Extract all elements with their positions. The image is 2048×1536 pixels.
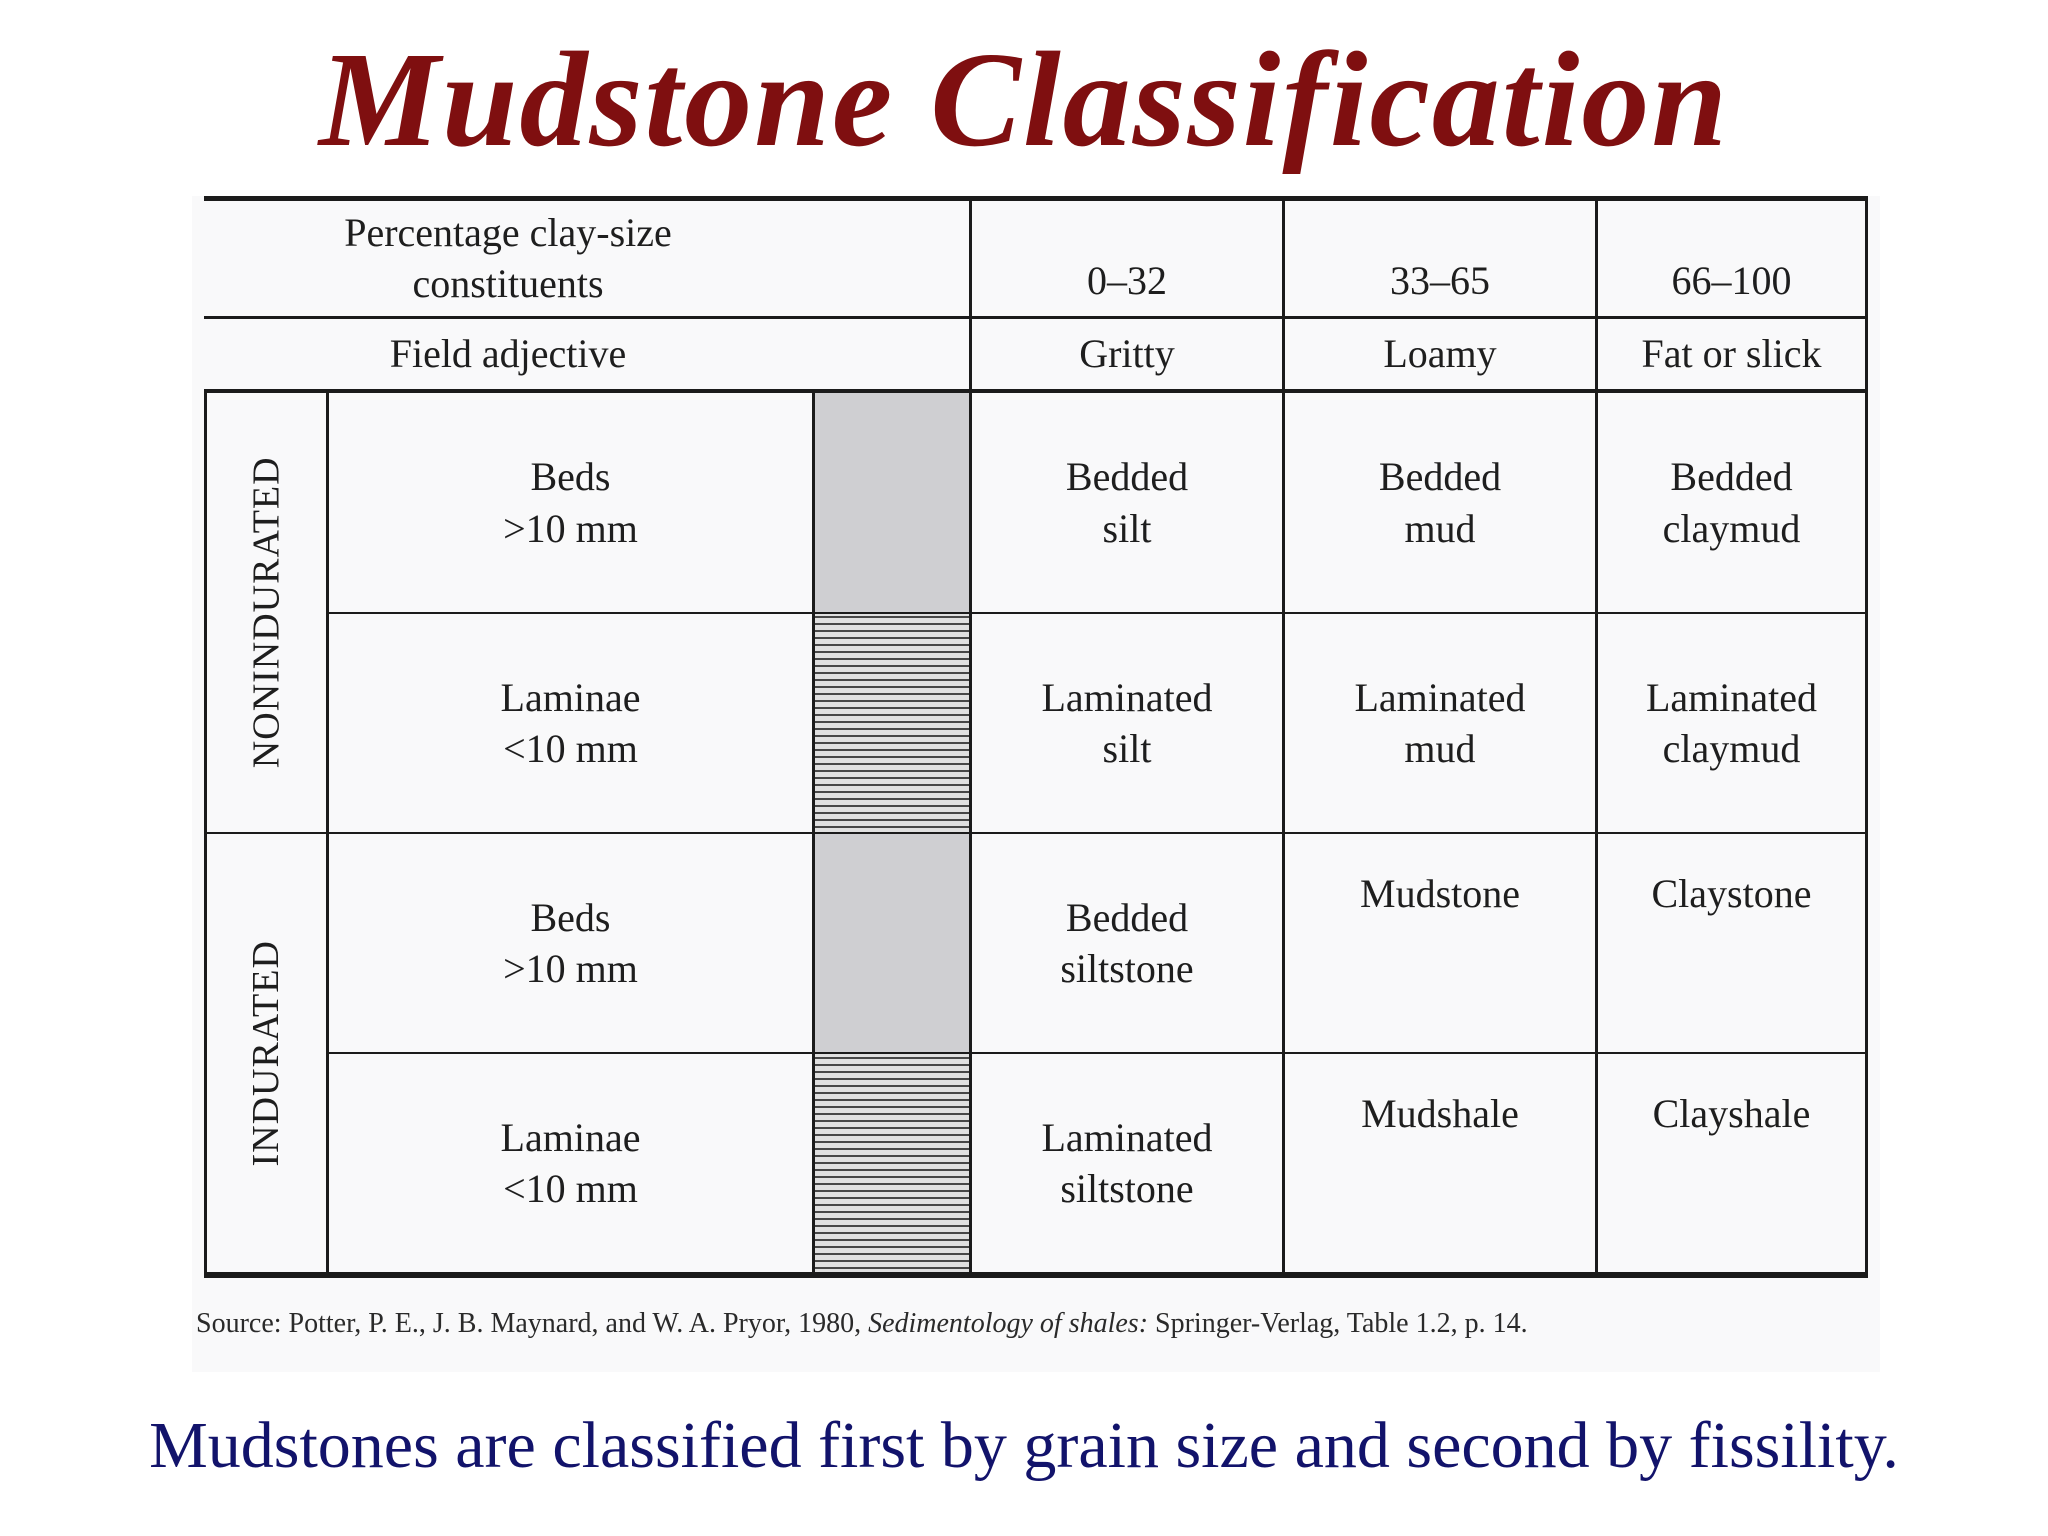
page-title: Mudstone Classification [318, 25, 1730, 175]
header-range-0-32: 0–32 [1087, 258, 1167, 304]
cell-laminated-claymud: Laminated claymud [1645, 674, 1818, 771]
header-clay-size-label [204, 200, 812, 316]
cell-bedded-mud: Bedded mud [1378, 454, 1502, 551]
rule-bottom [204, 1272, 1868, 1278]
group-label-nonindurated: NONINDURATED [245, 456, 288, 769]
cell-laminated-siltstone: Laminated siltstone [1041, 1114, 1213, 1211]
rule-right [1865, 196, 1868, 1275]
header-range-66-100: 66–100 [1671, 258, 1792, 304]
row-label-beds: Beds >10 mm [503, 454, 638, 551]
adjective-loamy: Loamy [1383, 331, 1497, 377]
cell-mudshale: Mudshale [1361, 1091, 1519, 1137]
table-scan [192, 196, 1880, 1372]
cell-bedded-claymud: Bedded claymud [1662, 454, 1801, 551]
adjective-fat-or-slick: Fat or slick [1641, 331, 1822, 377]
row-label-laminae-indurated: Laminae <10 mm [500, 1114, 641, 1211]
slide-caption: Mudstones are classified first by grain size and second by fissility. [149, 1409, 1899, 1482]
source-suffix: Springer-Verlag, Table 1.2, p. 14. [1148, 1308, 1528, 1339]
cell-bedded-siltstone: Bedded siltstone [1060, 894, 1194, 991]
cell-mudstone: Mudstone [1360, 871, 1520, 917]
rule-hatch-left [812, 389, 815, 1275]
header-clay-size-line2: constituents [412, 261, 604, 306]
cell-claystone: Claystone [1651, 871, 1812, 917]
header-range-33-65: 33–65 [1390, 258, 1490, 304]
cell-bedded-silt: Bedded silt [1065, 454, 1189, 551]
cell-clayshale: Clayshale [1652, 1091, 1811, 1137]
header-clay-size-line1: Percentage clay-size [344, 209, 672, 255]
hatched-column-faded-middle [814, 832, 970, 1052]
source-prefix: Source: Potter, P. E., J. B. Maynard, and W. A. Pryor, 1980, [196, 1308, 869, 1339]
source-citation [196, 1308, 1528, 1340]
source-book-title: Sedimentology of shales: [868, 1308, 1149, 1339]
classification-table [204, 196, 1868, 1296]
row-label-beds-indurated: Beds >10 mm [503, 894, 638, 991]
row-label-laminae: Laminae <10 mm [500, 674, 641, 771]
header-field-adjective: Field adjective [389, 331, 627, 377]
hatched-column-faded-top [814, 392, 970, 612]
cell-laminated-silt: Laminated silt [1041, 674, 1213, 771]
adjective-gritty: Gritty [1079, 331, 1175, 377]
cell-laminated-mud: Laminated mud [1354, 674, 1526, 771]
group-label-indurated: INDURATED [245, 939, 288, 1167]
